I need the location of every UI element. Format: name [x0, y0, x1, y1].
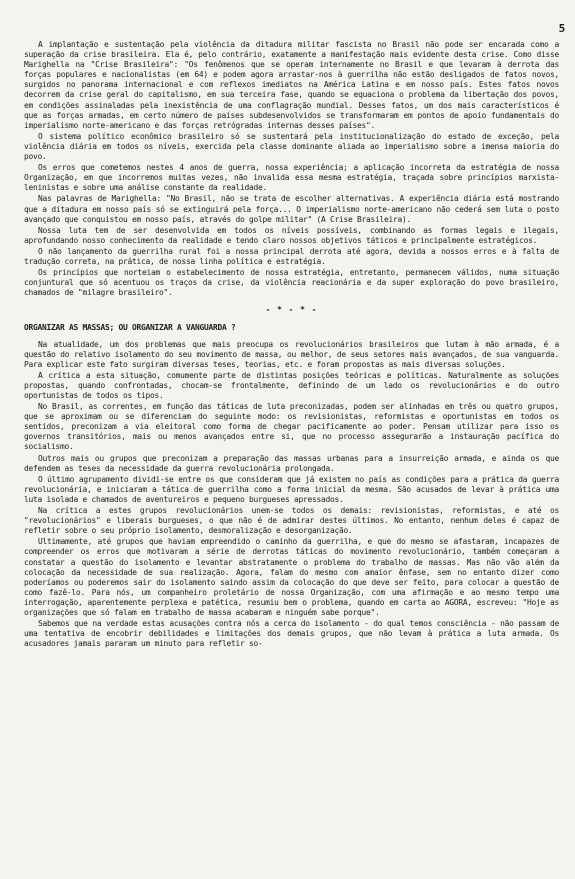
paragraph: O último agrupamento dividi-se entre os que consideram que já existem no país as condições para a prática da guerra revolucionária, e iniciaram a tática de guerrilha como a forma inicial da mesma. São acusados de levar à prática uma luta isolada e chamados de aventureiros e pequeno burgueses apressados.	[24, 474, 559, 504]
paragraph: A crítica a esta situação, comumente parte de distintas posições teóricas e políticas. Naturalmente as soluções propostas, quando confrontadas, chocam-se frontalmente, definindo de um lado os revolucionários e do outro oportunistas de todos os tipos.	[24, 370, 559, 400]
paragraph: Na crítica a estes grupos revolucionários unem-se todos os demais: revisionistas, reformistas, e até os "revolucionários" e liberais burgueses, o que não é de admirar destes últimos. No entanto, nenhum deles é capaz de refletir sobre o seu próprio isolamento, desmoralização e desorganização.	[24, 506, 559, 536]
paragraph: Na atualidade, um dos problemas que mais preocupa os revolucionários brasileiros que lutam à mão armada, é a questão do relativo isolamento do seu movimento de massa, ou melhor, de seus setores mais avançados, de sua vanguarda. Para explicar este fato surgiram diversas teses, teorias, etc. e foram propostas as mais diversas soluções.	[24, 339, 559, 369]
paragraph: O sistema político econômico brasileiro só se sustentará pela institucionalização do estado de exceção, pela violência diária em todos os níveis, exercida pela classe dominante aliada ao imperialismo sobre a imensa maioria do povo.	[24, 131, 559, 162]
document-body	[24, 40, 559, 650]
paragraph: Os princípios que norteiam o estabelecimento de nossa estratégia, entretanto, permanecem válidos, numa situação conjuntural que só acentuou os traços da crise, da violência reacionária e da super exploração do povo brasileiro, chamados de "milagre brasileiro".	[24, 268, 559, 298]
paragraph: Nas palavras de Marighella: "No Brasil, não se trata de escolher alternativas. A experiência diária está mostrando que a ditadura em nosso país só se extinguirá pela força... O imperialismo norte-americano não cederá sem luta o posto avançado que conquistou em nosso país, através do golpe militar" (A Crise Brasileira).	[24, 194, 559, 224]
paragraph: O não lançamento da guerrilha rural foi a nossa principal derrota até agora, devida a nossos erros e à falta de tradução correta, na prática, de nossa linha política e estratégia.	[24, 246, 559, 266]
paragraph: No Brasil, as correntes, em função das táticas de luta preconizadas, podem ser alinhadas em três ou quatro grupos, que se aproximam ou se diferenciam do seguinte modo: os revisionistas, reformistas e oportunistas em todos os sentidos, preconizam a via eleitoral como forma de chegar pacificamente ao poder. Pensam utilizar para isso os governos transitórios, mais ou menos avançados entre si, que no processo assegurarão a instauração pacífica do socialismo.	[24, 402, 559, 452]
paragraph: A implantação e sustentação pela violência da ditadura militar fascista no Brasil não pode ser encarada como a superação da crise brasileira. Ela é, pelo contrário, exatamente a manifestação mais evidente desta crise. Como disse Marighella na "Crise Brasileira": "Os fenômenos que se operam internamente no Brasil e que levaram à derrota das forças populares e nacionalistas (em 64) e podem agora arrastar-nos à guerrilha não estão desligados de fatos novos, surgidos no panorama internacional e com reflexos imediatos na América Latina e em nosso país. Estes fatos novos decorrem da crise geral do capitalismo, em sua terceira fase, quando se equaciona o problema da libertação dos povos, em condições assinaladas pela inexistência de uma conflagração mundial. Desses fatos, um dos mais característicos é que as forças armadas, em certo número de países subdesenvolvidos se transformaram em pontos de apoio fundamentais do imperialismo norte-americano e das forças retrógradas internas desses países".	[24, 40, 559, 130]
paragraph: Outros mais ou grupos que preconizam a preparação das massas urbanas para a insurreição armada, e ainda os que defendem as teses da necessidade da guerra revolucionária prolongada.	[24, 453, 559, 473]
paragraph: Ultimamente, até grupos que haviam empreendido o caminho da guerrilha, e que do mesmo se afastaram, incapazes de compreender os erros que motivaram a série de derrotas táticas do movimento revolucionário, também começaram a constatar a questão do isolamento e levantar abstratamente o problema do trabalho de massas. Mas não vão além da colocação da necessidade de sua realização. Agora, falam do mesmo com amaior ênfase, sem no entanto dizer como poderíamos ou poderemos sair do isolamento saindo assim da colocação do que deve ser feito, para colocar a questão de como fazê-lo. Para nós, um companheiro proletário de nossa Organização, com uma afirmação e ao mesmo tempo uma interrogação, aparentemente perplexa e patética, resumiu bem o problema, quando em carta ao AGORA, escreveu: "Hoje as organizações que só falam em trabalho de massa acabaram e ninguém sabe porque".	[24, 537, 559, 617]
section-heading: ORGANIZAR AS MASSAS; OU ORGANIZAR A VANGUARDA ?	[24, 323, 236, 333]
section-separator: - * - * -	[265, 305, 318, 315]
paragraph: Sabemos que na verdade estas acusações contra nós a cerca do isolamento - do qual temos consciência - não passam de uma tentativa de encobrir debilidades e limitações dos demais grupos, que não levam à prática a luta armada. Os acusadores jamais pararam um minuto para refletir so-	[24, 619, 559, 649]
paragraph: Os erros que cometemos nestes 4 anos de guerra, nossa experiência; a aplicação incorreta da estratégia de nossa Organização, em que incorremos muitas vezes, não invalida essa mesma estratégia, traçada sobre princípios marxista-leninistas e sobre uma análise constante da realidade.	[24, 163, 559, 193]
paragraph: Nossa luta tem de ser desenvolvida em todos os níveis possíveis, combinando as formas legais e ilegais, aprofundando nosso conhecimento da realidade e tendo claro nossos objetivos táticos e principalmente estratégicos.	[24, 225, 559, 245]
page-number: 5	[558, 22, 565, 35]
